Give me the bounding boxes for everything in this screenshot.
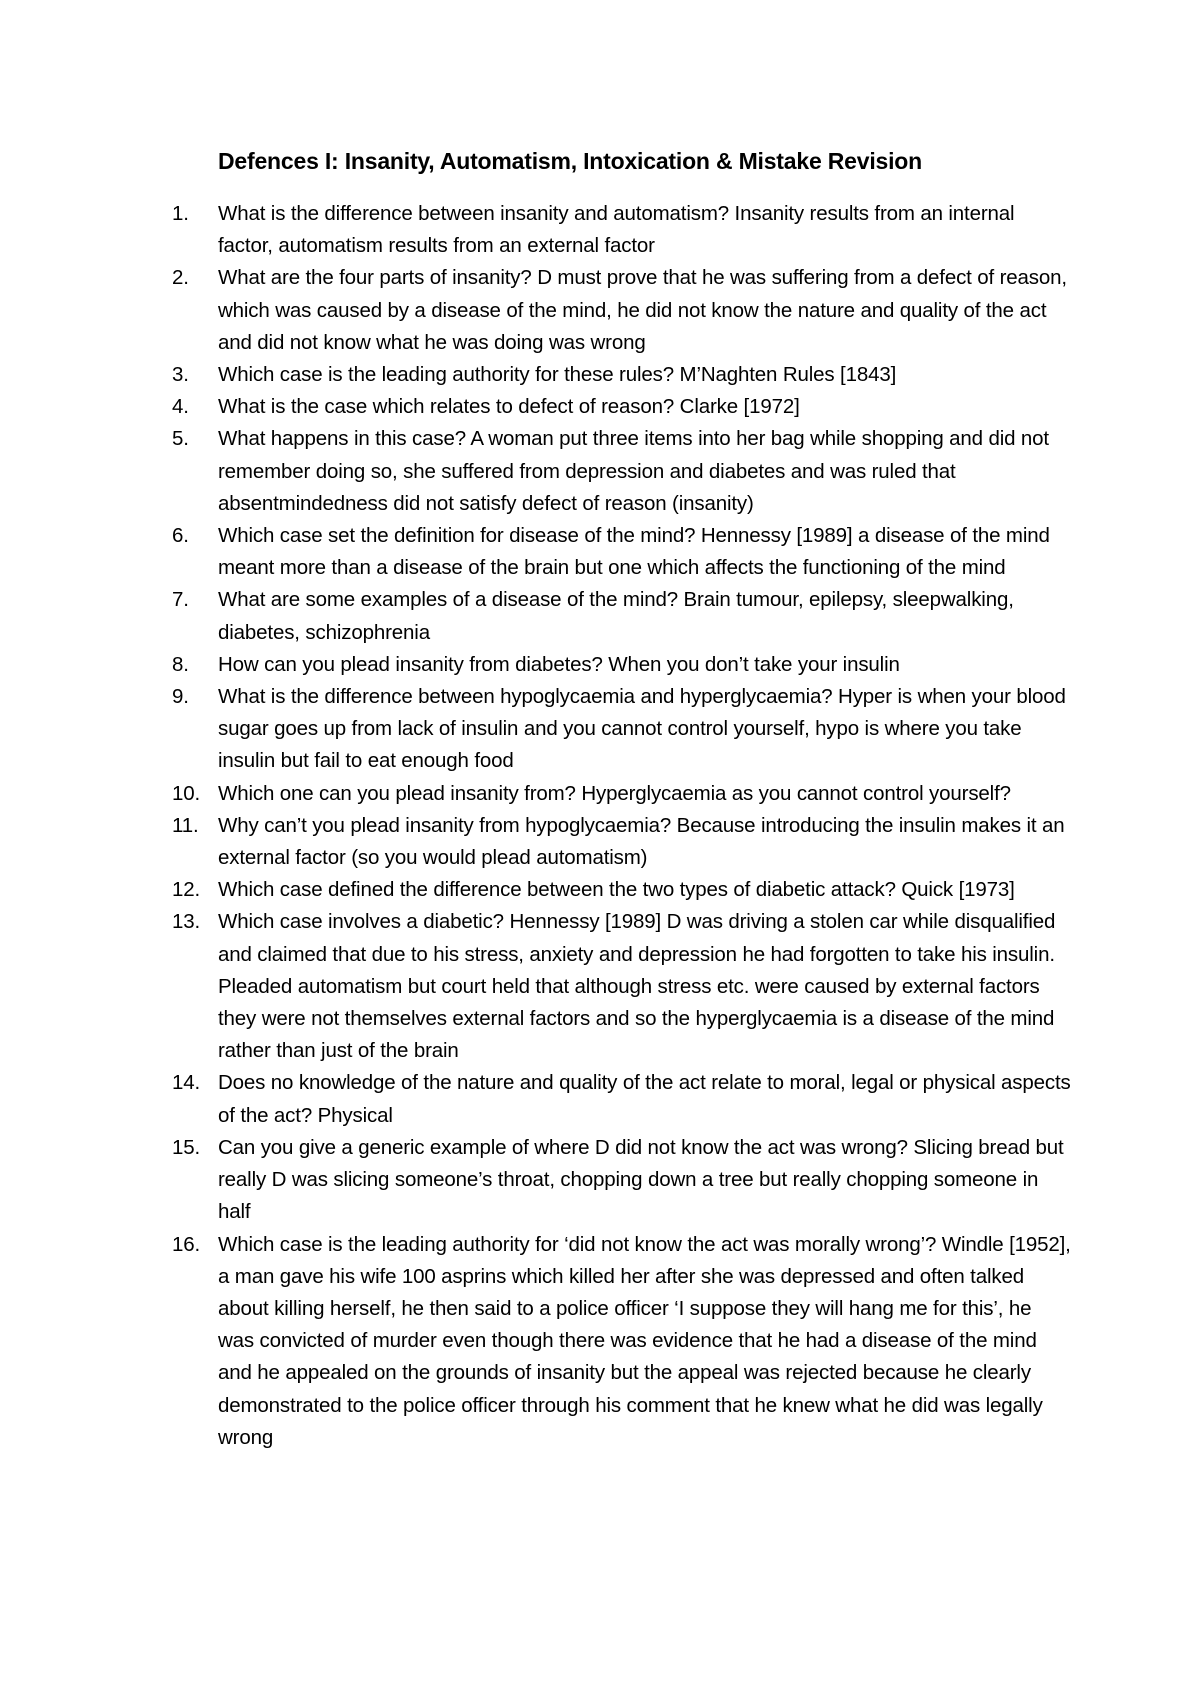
item-number: 4. — [172, 395, 189, 419]
list-item — [172, 1229, 1072, 1454]
item-text: What is the difference between insanity and automatism? Insanity results from an internal factor, automatism results from an external factor — [218, 202, 1015, 258]
item-number: 5. — [172, 427, 189, 451]
item-text: Why can’t you plead insanity from hypoglycaemia? Because introducing the insulin makes it an external factor (so you would plead automatism) — [218, 813, 1065, 870]
list-item — [172, 391, 1072, 423]
list-item — [172, 1132, 1072, 1229]
page-title: Defences I: Insanity, Automatism, Intoxication & Mistake Revision — [218, 148, 922, 174]
item-number: 2. — [172, 266, 189, 290]
item-text: Which case defined the difference between the two types of diabetic attack? Quick [1973] — [218, 878, 1015, 902]
item-text: What happens in this case? A woman put three items into her bag while shopping and did not remember doing so, she suffered from depression and diabetes and was ruled that absentmindedness did not satisfy defect of reason (insanity) — [218, 427, 1049, 515]
list-item — [172, 359, 1072, 391]
item-text: Which one can you plead insanity from? Hyperglycaemia as you cannot control yourself? — [218, 781, 1011, 805]
list-item — [172, 1067, 1072, 1131]
item-text: What is the case which relates to defect of reason? Clarke [1972] — [218, 395, 800, 419]
list-item — [172, 874, 1072, 906]
item-number: 14. — [172, 1071, 201, 1095]
item-text: What are some examples of a disease of the mind? Brain tumour, epilepsy, sleepwalking, diabetes, schizophrenia — [218, 588, 1014, 644]
list-item — [172, 906, 1072, 1067]
item-number: 8. — [172, 652, 189, 676]
item-number: 16. — [172, 1232, 201, 1256]
item-number: 9. — [172, 685, 189, 709]
list-item — [172, 584, 1072, 648]
item-text: Which case is the leading authority for these rules? M’Naghten Rules [1843] — [218, 363, 897, 387]
item-text: Does no knowledge of the nature and quality of the act relate to moral, legal or physical aspects of the act? Physical — [218, 1071, 1071, 1127]
list-item — [172, 262, 1072, 359]
list-item — [172, 810, 1072, 874]
item-number: 6. — [172, 524, 189, 548]
item-number: 7. — [172, 588, 189, 612]
item-text: Which case involves a diabetic? Hennessy [1989] D was driving a stolen car while disqualified and claimed that due to his stress, anxiety and depression he had forgotten to take his insulin. Pleaded automatism but court held that although stress etc. were caused by external factors they were not themselves external factors and so the hyperglycaemia is a disease of the mind rather than just of the brain — [218, 910, 1056, 1063]
item-text: How can you plead insanity from diabetes? When you don’t take your insulin — [218, 652, 900, 676]
question-list — [172, 198, 1072, 1454]
list-item — [172, 649, 1072, 681]
item-text: Which case set the definition for disease of the mind? Hennessy [1989] a disease of the mind meant more than a disease of the brain but one which affects the functioning of the mind — [218, 524, 1050, 580]
item-number: 11. — [172, 813, 199, 837]
list-item — [172, 198, 1072, 262]
item-text: Which case is the leading authority for ‘did not know the act was morally wrong’? Windle [1952], a man gave his wife 100 asprins which killed her after she was depressed and often talked about killing herself, he then said to a police officer ‘I suppose they will hang me for this’, he was convicted of murder even though there was evidence that he had a disease of the mind and he appealed on the grounds of insanity but the appeal was rejected because he clearly demonstrated to the police officer through his comment that he knew what he did was legally wrong — [218, 1232, 1071, 1449]
list-item — [172, 423, 1072, 520]
list-item — [172, 520, 1072, 584]
list-item — [172, 681, 1072, 778]
item-text: Can you give a generic example of where D did not know the act was wrong? Slicing bread but really D was slicing someone’s throat, chopping down a tree but really chopping someone in half — [218, 1135, 1064, 1224]
item-number: 13. — [172, 910, 201, 934]
item-number: 12. — [172, 878, 201, 902]
item-number: 1. — [172, 202, 189, 225]
list-item — [172, 778, 1072, 810]
item-number: 15. — [172, 1135, 201, 1159]
item-number: 3. — [172, 363, 189, 387]
item-text: What is the difference between hypoglycaemia and hyperglycaemia? Hyper is when your blood sugar goes up from lack of insulin and you cannot control yourself, hypo is where you take insulin but fail to eat enough food — [218, 685, 1066, 773]
item-number: 10. — [172, 781, 201, 805]
item-text: What are the four parts of insanity? D must prove that he was suffering from a defect of reason, which was caused by a disease of the mind, he did not know the nature and quality of the act and did not know what he was doing was wrong — [218, 266, 1067, 354]
